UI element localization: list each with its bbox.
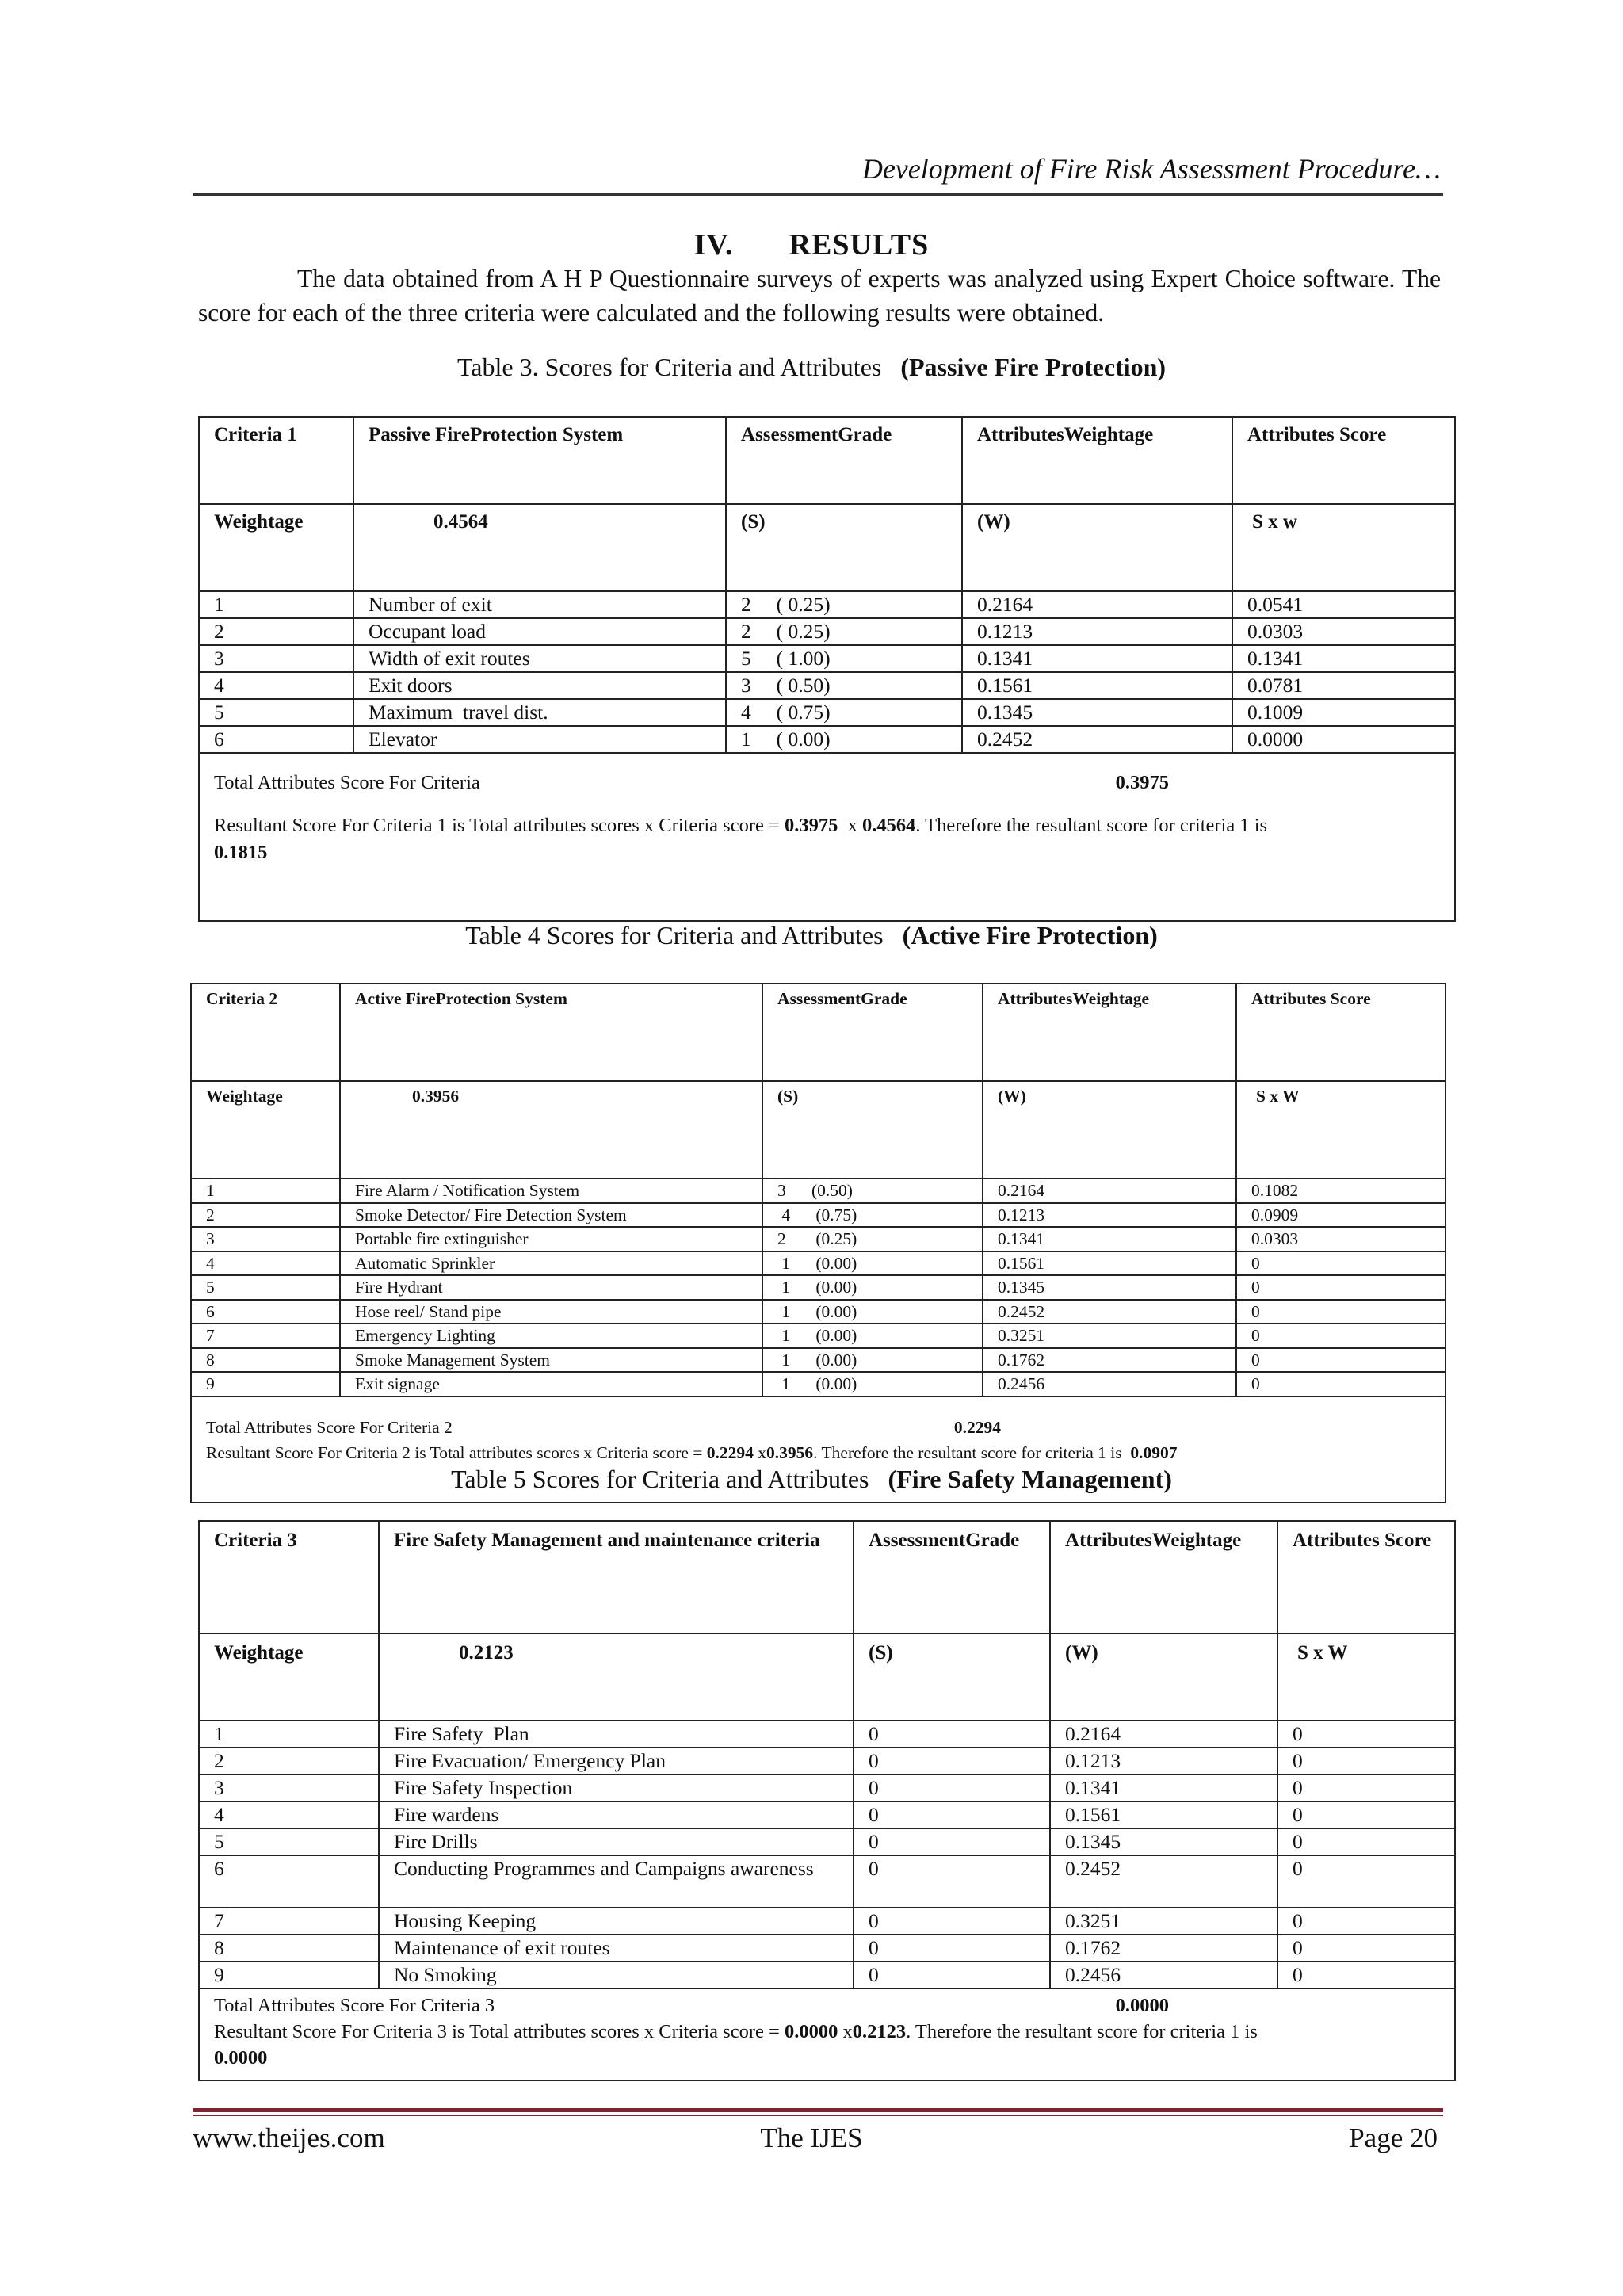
table4-header-cell: AssessmentGrade xyxy=(762,984,983,1081)
table4-cell: Automatic Sprinkler xyxy=(340,1251,762,1276)
table5-cell: 0 xyxy=(1277,1828,1455,1855)
resultant-suffix: . Therefore the resultant score for criteria 1 is xyxy=(915,815,1268,836)
table5-cell: 5 xyxy=(199,1828,379,1855)
resultant-score: 0.1815 xyxy=(214,842,268,863)
table5-cell: 0 xyxy=(854,1908,1050,1935)
table-row xyxy=(199,645,1455,672)
table4-cell: 1 (0.00) xyxy=(762,1324,983,1348)
table4-cell: 7 xyxy=(191,1324,340,1348)
table5-cell: Fire Safety Plan xyxy=(379,1721,854,1748)
table4-cell: 0 xyxy=(1236,1300,1445,1324)
table-row xyxy=(199,672,1455,699)
table4-cell: Smoke Detector/ Fire Detection System xyxy=(340,1203,762,1228)
table3-cell: Number of exit xyxy=(353,591,726,618)
table5-cell: 2 xyxy=(199,1748,379,1775)
section-title: RESULTS xyxy=(789,228,930,262)
table4-cell: 2 xyxy=(191,1203,340,1228)
table-row xyxy=(199,618,1455,645)
resultant-criteria-score: 0.2123 xyxy=(852,2021,907,2042)
table-row xyxy=(191,1300,1445,1324)
table5-cell: Fire Safety Inspection xyxy=(379,1775,854,1801)
resultant-score: 0.0907 xyxy=(1130,1442,1178,1462)
table3-cell: 2 ( 0.25) xyxy=(726,591,962,618)
table5-summary-row xyxy=(199,1988,1455,2080)
table3-header-row xyxy=(199,417,1455,504)
table5-weightage-row xyxy=(199,1633,1455,1721)
table-row xyxy=(191,1372,1445,1396)
table3-cell: 5 ( 1.00) xyxy=(726,645,962,672)
table4-cell: 0.0303 xyxy=(1236,1227,1445,1251)
table4-cell: 1 xyxy=(191,1179,340,1203)
table5-cell: 0.1345 xyxy=(1050,1828,1277,1855)
table5-cell: 0.1762 xyxy=(1050,1935,1277,1962)
resultant-suffix: . Therefore the resultant score for criteria 1 is xyxy=(813,1442,1131,1462)
table5-summary xyxy=(199,1988,1455,2080)
table3-header-cell: Passive FireProtection System xyxy=(353,417,726,504)
table5-cell: 0.2456 xyxy=(1050,1962,1277,1988)
table4-cell: 6 xyxy=(191,1300,340,1324)
table5-header-cell: Criteria 3 xyxy=(199,1521,379,1633)
table4-header-cell: Criteria 2 xyxy=(191,984,340,1081)
table4-cell: 3 xyxy=(191,1227,340,1251)
table4-cell: Emergency Lighting xyxy=(340,1324,762,1348)
table3-cell: Width of exit routes xyxy=(353,645,726,672)
resultant-criteria-score: 0.3956 xyxy=(766,1442,814,1462)
table3-caption xyxy=(0,353,1623,382)
table4-cell: Fire Alarm / Notification System xyxy=(340,1179,762,1203)
section-number: IV. xyxy=(693,228,734,262)
table5-header-cell: Attributes Score xyxy=(1277,1521,1455,1633)
table3-cell: 2 ( 0.25) xyxy=(726,618,962,645)
table5-cell: Fire wardens xyxy=(379,1801,854,1828)
table3-header-cell: Criteria 1 xyxy=(199,417,353,504)
table3-cell: Exit doors xyxy=(353,672,726,699)
table5-cell: 0 xyxy=(1277,1775,1455,1801)
table4-cell: 0 xyxy=(1236,1372,1445,1396)
table4-cell: 5 xyxy=(191,1275,340,1300)
table3-weightage-cell: (W) xyxy=(962,504,1232,591)
resultant-text xyxy=(214,2019,1454,2071)
table3-cell: 0.1213 xyxy=(962,618,1232,645)
table4-cell: 0.2452 xyxy=(983,1300,1236,1324)
table3-cell: 0.1341 xyxy=(962,645,1232,672)
table3-cell: Maximum travel dist. xyxy=(353,699,726,726)
table4-cell: Fire Hydrant xyxy=(340,1275,762,1300)
table3-summary-row xyxy=(199,753,1455,921)
table-row xyxy=(191,1324,1445,1348)
table-row xyxy=(199,1828,1455,1855)
table3-cell: 0.0303 xyxy=(1232,618,1455,645)
table5-cell: 0 xyxy=(854,1775,1050,1801)
table5-cell: 0.1341 xyxy=(1050,1775,1277,1801)
table4-weightage-cell: (S) xyxy=(762,1081,983,1179)
table5-caption xyxy=(0,1465,1623,1494)
table5-cell: 0 xyxy=(854,1828,1050,1855)
table3-cell: 0.0541 xyxy=(1232,591,1455,618)
footer-website: www.theijes.com xyxy=(193,2122,385,2153)
table5-cell: 0 xyxy=(1277,1801,1455,1828)
resultant-suffix: . Therefore the resultant score for criteria 1 is xyxy=(906,2021,1258,2042)
table4-cell: 0.2456 xyxy=(983,1372,1236,1396)
table3-cell: 1 xyxy=(199,591,353,618)
table5-cell: 7 xyxy=(199,1908,379,1935)
table3-cell: 2 xyxy=(199,618,353,645)
table5-cell: 0 xyxy=(1277,1935,1455,1962)
table4-cell: 0.1213 xyxy=(983,1203,1236,1228)
table-row xyxy=(199,1935,1455,1962)
table4-cell: 2 (0.25) xyxy=(762,1227,983,1251)
resultant-prefix: Resultant Score For Criteria 1 is Total attributes scores x Criteria score = xyxy=(214,815,785,836)
table5-weightage-cell: Weightage xyxy=(199,1633,379,1721)
table5-header-cell: AttributesWeightage xyxy=(1050,1521,1277,1633)
table5-cell: 4 xyxy=(199,1801,379,1828)
table4-weightage-cell: (W) xyxy=(983,1081,1236,1179)
table3-cell: 5 xyxy=(199,699,353,726)
table4-weightage-cell: Weightage xyxy=(191,1081,340,1179)
table5-cell: 0 xyxy=(1277,1962,1455,1988)
table3-header-cell: Attributes Score xyxy=(1232,417,1455,504)
table5-cell: 0.1213 xyxy=(1050,1748,1277,1775)
table-row xyxy=(199,1962,1455,1988)
resultant-score: 0.0000 xyxy=(214,2047,268,2069)
table-row xyxy=(199,1721,1455,1748)
table-row xyxy=(199,726,1455,753)
table-row xyxy=(199,1855,1455,1908)
table3-summary xyxy=(199,753,1455,921)
table4-cell: 1 (0.00) xyxy=(762,1372,983,1396)
table5 xyxy=(198,1520,1456,2081)
table5-weightage-cell: (S) xyxy=(854,1633,1050,1721)
table4-cell: 0 xyxy=(1236,1275,1445,1300)
resultant-prefix: Resultant Score For Criteria 3 is Total attributes scores x Criteria score = xyxy=(214,2021,785,2042)
table5-cell: 0 xyxy=(854,1801,1050,1828)
total-label: Total Attributes Score For Criteria xyxy=(214,772,480,793)
table5-caption-bold: (Fire Safety Management) xyxy=(888,1465,1172,1493)
resultant-times: x xyxy=(753,1442,767,1462)
table5-cell: 1 xyxy=(199,1721,379,1748)
table3-cell: 4 xyxy=(199,672,353,699)
table5-cell: Housing Keeping xyxy=(379,1908,854,1935)
table5-cell: 0 xyxy=(854,1748,1050,1775)
section-heading xyxy=(0,227,1623,262)
footer-journal: The IJES xyxy=(760,2122,863,2153)
table-row xyxy=(191,1348,1445,1373)
table-row xyxy=(191,1179,1445,1203)
header-rule xyxy=(193,193,1443,196)
table3-weightage-row xyxy=(199,504,1455,591)
table5-cell: 6 xyxy=(199,1855,379,1908)
resultant-text xyxy=(206,1440,1445,1465)
table4-cell: 4 (0.75) xyxy=(762,1203,983,1228)
table4-caption-bold: (Active Fire Protection) xyxy=(902,921,1158,949)
table5-cell: 0 xyxy=(854,1855,1050,1908)
table5-cell: 0.1561 xyxy=(1050,1801,1277,1828)
table4-cell: 0.1341 xyxy=(983,1227,1236,1251)
table5-cell: No Smoking xyxy=(379,1962,854,1988)
table5-cell: 0 xyxy=(1277,1721,1455,1748)
table4-cell: 0.0909 xyxy=(1236,1203,1445,1228)
total-label: Total Attributes Score For Criteria 2 xyxy=(206,1417,453,1437)
table-row xyxy=(199,1775,1455,1801)
table3-cell: 3 xyxy=(199,645,353,672)
table4-cell: 1 (0.00) xyxy=(762,1251,983,1276)
resultant-total: 0.0000 xyxy=(784,2021,838,2042)
resultant-times: x xyxy=(838,2021,853,2042)
table4-cell: Hose reel/ Stand pipe xyxy=(340,1300,762,1324)
table3-header-cell: AttributesWeightage xyxy=(962,417,1232,504)
table4-caption-text: Table 4 Scores for Criteria and Attributes xyxy=(465,921,884,949)
table4-cell: 3 (0.50) xyxy=(762,1179,983,1203)
table4-cell: 0 xyxy=(1236,1348,1445,1373)
table4-cell: 1 (0.00) xyxy=(762,1275,983,1300)
table3-weightage-cell: (S) xyxy=(726,504,962,591)
table4-cell: 1 (0.00) xyxy=(762,1348,983,1373)
table-row xyxy=(191,1203,1445,1228)
table5-header-row xyxy=(199,1521,1455,1633)
table3-cell: 3 ( 0.50) xyxy=(726,672,962,699)
table4-cell: 0.3251 xyxy=(983,1324,1236,1348)
table4-weightage-cell: 0.3956 xyxy=(340,1081,762,1179)
table5-cell: 0.2452 xyxy=(1050,1855,1277,1908)
table5-cell: 8 xyxy=(199,1935,379,1962)
table5-header-cell: AssessmentGrade xyxy=(854,1521,1050,1633)
table4-cell: 0 xyxy=(1236,1324,1445,1348)
table4-cell: 0 xyxy=(1236,1251,1445,1276)
table5-cell: 0 xyxy=(854,1962,1050,1988)
table4-header-cell: Active FireProtection System xyxy=(340,984,762,1081)
intro-paragraph: The data obtained from A H P Questionnaire surveys of experts was analyzed using Expert Choice software. The score for each of the three criteria were calculated and the following results were obtained. xyxy=(198,265,1441,327)
table-row xyxy=(191,1251,1445,1276)
table3-cell: 0.0000 xyxy=(1232,726,1455,753)
table-row xyxy=(199,1801,1455,1828)
table4-weightage-row xyxy=(191,1081,1445,1179)
table5-cell: 0.3251 xyxy=(1050,1908,1277,1935)
table5-cell: 0 xyxy=(1277,1908,1455,1935)
table5-caption-text: Table 5 Scores for Criteria and Attributes xyxy=(451,1465,869,1493)
table3-caption-bold: (Passive Fire Protection) xyxy=(900,353,1167,381)
table3-header-cell: AssessmentGrade xyxy=(726,417,962,504)
table4-header-cell: Attributes Score xyxy=(1236,984,1445,1081)
table-row xyxy=(191,1227,1445,1251)
table-row xyxy=(199,1748,1455,1775)
table4-weightage-cell: S x W xyxy=(1236,1081,1445,1179)
table5-cell: Maintenance of exit routes xyxy=(379,1935,854,1962)
table5-cell: Fire Drills xyxy=(379,1828,854,1855)
table5-weightage-cell: S x W xyxy=(1277,1633,1455,1721)
table5-cell: 0.2164 xyxy=(1050,1721,1277,1748)
table5-cell: 0 xyxy=(854,1935,1050,1962)
table3-weightage-cell: S x w xyxy=(1232,504,1455,591)
table3-weightage-cell: 0.4564 xyxy=(353,504,726,591)
table4-cell: 0.1082 xyxy=(1236,1179,1445,1203)
table5-cell: 3 xyxy=(199,1775,379,1801)
footer-rule xyxy=(193,2108,1443,2112)
table3-cell: 0.1561 xyxy=(962,672,1232,699)
table5-cell: 9 xyxy=(199,1962,379,1988)
table-row xyxy=(199,591,1455,618)
table4-cell: 1 (0.00) xyxy=(762,1300,983,1324)
table4-cell: Exit signage xyxy=(340,1372,762,1396)
resultant-prefix: Resultant Score For Criteria 2 is Total attributes scores x Criteria score = xyxy=(206,1442,707,1462)
table3-cell: 0.2164 xyxy=(962,591,1232,618)
table3-cell: 0.0781 xyxy=(1232,672,1455,699)
table-row xyxy=(199,1908,1455,1935)
table3-cell: 0.2452 xyxy=(962,726,1232,753)
table4-header-cell: AttributesWeightage xyxy=(983,984,1236,1081)
table4-caption xyxy=(0,921,1623,950)
table3-cell: Elevator xyxy=(353,726,726,753)
resultant-text xyxy=(214,812,1454,866)
footer-page-number: Page 20 xyxy=(1349,2122,1438,2153)
table3-cell: Occupant load xyxy=(353,618,726,645)
table5-cell: Conducting Programmes and Campaigns awareness xyxy=(379,1855,854,1908)
resultant-times: x xyxy=(838,815,862,836)
table3-cell: 0.1345 xyxy=(962,699,1232,726)
table-row xyxy=(191,1275,1445,1300)
running-header: Development of Fire Risk Assessment Procedure… xyxy=(861,153,1441,185)
table4-cell: 0.1345 xyxy=(983,1275,1236,1300)
table5-header-cell: Fire Safety Management and maintenance criteria xyxy=(379,1521,854,1633)
table4-cell: Portable fire extinguisher xyxy=(340,1227,762,1251)
table4-cell: 9 xyxy=(191,1372,340,1396)
table3-cell: 4 ( 0.75) xyxy=(726,699,962,726)
table3-weightage-cell: Weightage xyxy=(199,504,353,591)
table4 xyxy=(190,983,1446,1503)
table4-cell: 0.1762 xyxy=(983,1348,1236,1373)
table4-cell: Smoke Management System xyxy=(340,1348,762,1373)
table-row xyxy=(199,699,1455,726)
table5-weightage-cell: 0.2123 xyxy=(379,1633,854,1721)
table3-cell: 0.1341 xyxy=(1232,645,1455,672)
table4-cell: 8 xyxy=(191,1348,340,1373)
table4-cell: 0.1561 xyxy=(983,1251,1236,1276)
table3-cell: 1 ( 0.00) xyxy=(726,726,962,753)
table5-cell: 0 xyxy=(1277,1748,1455,1775)
total-label: Total Attributes Score For Criteria 3 xyxy=(214,1995,495,2016)
table3-cell: 6 xyxy=(199,726,353,753)
resultant-total: 0.2294 xyxy=(706,1442,754,1462)
footer-rule-thin xyxy=(193,2115,1443,2116)
resultant-total: 0.3975 xyxy=(784,815,838,836)
table4-cell: 0.2164 xyxy=(983,1179,1236,1203)
table5-weightage-cell: (W) xyxy=(1050,1633,1277,1721)
table5-cell: Fire Evacuation/ Emergency Plan xyxy=(379,1748,854,1775)
table3 xyxy=(198,416,1456,922)
table3-caption-text: Table 3. Scores for Criteria and Attributes xyxy=(456,353,882,381)
table4-header-row xyxy=(191,984,1445,1081)
table4-cell: 4 xyxy=(191,1251,340,1276)
total-value: 0.2294 xyxy=(953,1417,1001,1437)
table3-cell: 0.1009 xyxy=(1232,699,1455,726)
resultant-criteria-score: 0.4564 xyxy=(861,815,916,836)
table5-cell: 0 xyxy=(854,1721,1050,1748)
total-value: 0.0000 xyxy=(1115,1995,1169,2016)
total-value: 0.3975 xyxy=(1115,772,1169,793)
table5-cell: 0 xyxy=(1277,1855,1455,1908)
